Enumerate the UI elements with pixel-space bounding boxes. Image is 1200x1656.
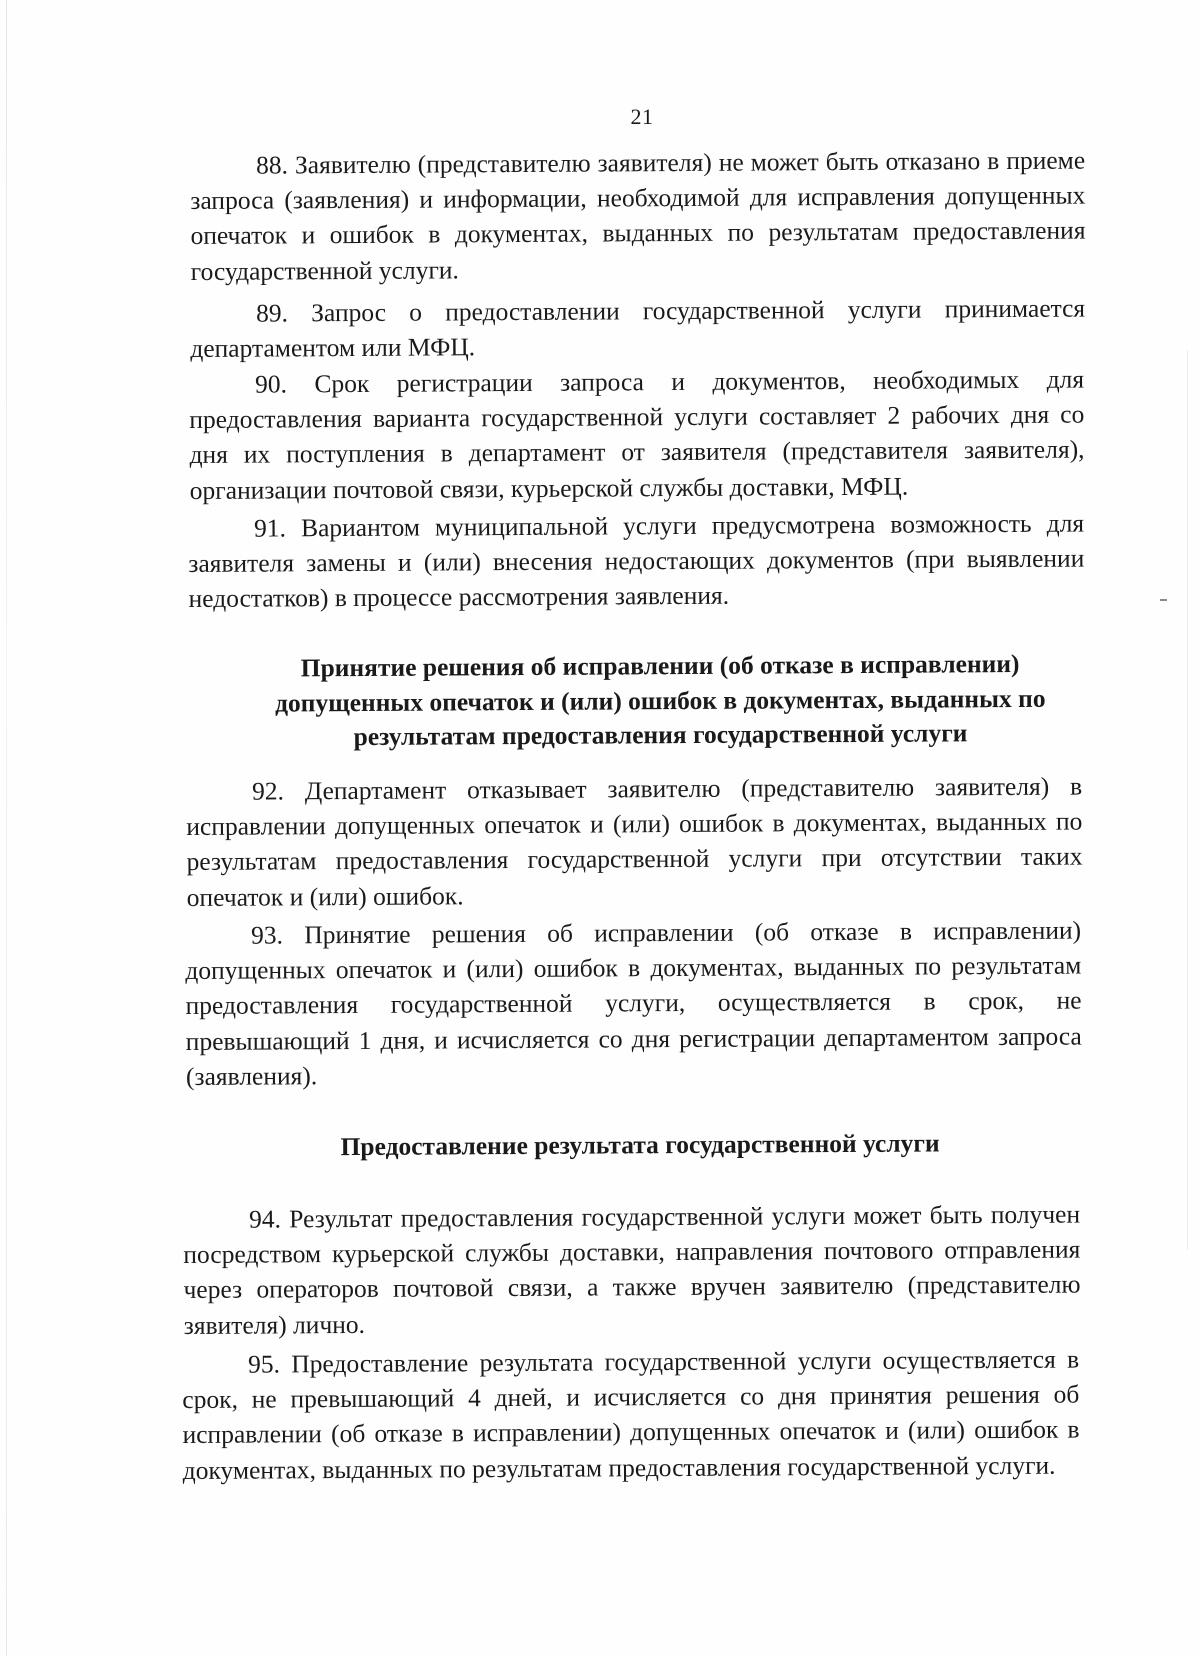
paragraph-89-text: 89. Запрос о предоставлении государственной услуги принимается департаментом или МФЦ. bbox=[190, 293, 1086, 364]
paragraph-93-text: 93. Принятие решения об исправлении (об отказе в исправлении) допущенных опечаток и (или) ошибок в документах, выданных по результатам предоставления государственной услуги, осуществляется в срок, не превышающий 1 дня, и исчисляется со дня регистрации департаментом запроса (заявления). bbox=[185, 915, 1082, 1091]
paragraph-95 bbox=[182, 1342, 1080, 1488]
paragraph-93 bbox=[185, 913, 1082, 1094]
scan-edge-right bbox=[1187, 350, 1188, 1250]
paragraph-88-text: 88. Заявителю (представителю заявителя) не может быть отказано в приеме запроса (заявления) и информации, необходимой для исправления допущенных опечаток и ошибок в документах, выданных по результатам предоставления государственной услуги. bbox=[190, 145, 1086, 286]
heading-line: Принятие решения об исправлении (об отказе в исправлении) bbox=[300, 648, 1020, 683]
paragraph-91 bbox=[188, 506, 1085, 617]
paragraph-88 bbox=[190, 143, 1086, 289]
paragraph-94 bbox=[183, 1197, 1081, 1343]
scan-edge-left bbox=[6, 0, 7, 1656]
paragraph-94-text: 94. Результат предоставления государственной услуги может быть получен посредством курьерской службы доставки, направления почтового отправления через операторов почтовой связи, а также вручен заявителю (представителю зявителя) лично. bbox=[183, 1199, 1081, 1340]
page-number: 21 bbox=[630, 104, 654, 129]
paragraph-91-text: 91. Вариантом муниципальной услуги предусмотрена возможность для заявителя замены и (или) внесения недостающих документов (при выявлении недостатков) в процессе рассмотрения заявления. bbox=[188, 508, 1085, 614]
section-heading-result-delivery bbox=[190, 1126, 1090, 1166]
section-heading-correction-decision bbox=[200, 646, 1121, 755]
paragraph-90-text: 90. Срок регистрации запроса и документов, необходимых для предоставления варианта государственной услуги составляет 2 рабочих дня со дня их поступления в департамент от заявителя (представителя заявителя), организации почтовой связи, курьерской службы доставки, МФЦ. bbox=[189, 364, 1085, 505]
paragraph-89 bbox=[190, 291, 1085, 367]
scan-mark bbox=[1160, 599, 1167, 601]
heading-line: Предоставление результата государственной услуги bbox=[340, 1128, 940, 1162]
paragraph-95-text: 95. Предоставление результата государственной услуги осуществляется в срок, не превышающий 4 дней, и исчисляется со дня принятия решения об исправлении (об отказе в исправлении) допущенных опечаток и (или) ошибок в документах, выданных по результатам предоставления государственной услуги. bbox=[182, 1344, 1080, 1485]
paragraph-92 bbox=[186, 769, 1083, 915]
heading-line: допущенных опечаток и (или) ошибок в документах, выданных по bbox=[274, 683, 1046, 718]
heading-line: результатам предоставления государственной услуги bbox=[353, 718, 968, 752]
paragraph-92-text: 92. Департамент отказывает заявителю (представителю заявителя) в исправлении допущенных опечаток и (или) ошибок в документах, выданных по результатам предоставления государственной услуги при отсутствии таких опечаток и (или) ошибок. bbox=[186, 771, 1083, 912]
paragraph-90 bbox=[189, 362, 1085, 508]
